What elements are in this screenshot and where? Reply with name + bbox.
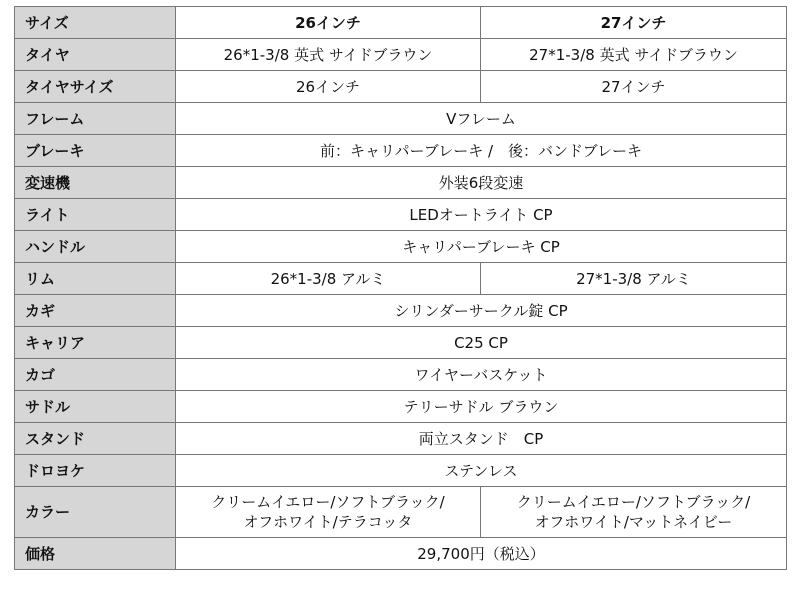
row-label: ハンドル <box>15 231 176 263</box>
row-brake <box>15 135 787 167</box>
cell-value: 前：キャリパーブレーキ / 後：バンドブレーキ <box>176 135 787 167</box>
cell-value: 外装6段変速 <box>176 167 787 199</box>
cell-value: C25 CP <box>176 327 787 359</box>
row-rim <box>15 263 787 295</box>
row-derailleur <box>15 167 787 199</box>
color-line: クリームイエロー/ソフトブラック/ <box>211 493 445 511</box>
cell-27: 27インチ <box>481 71 787 103</box>
row-label: サドル <box>15 391 176 423</box>
row-label: キャリア <box>15 327 176 359</box>
row-light <box>15 199 787 231</box>
cell-26: 26*1-3/8 アルミ <box>176 263 481 295</box>
color-line: オフホワイト/マットネイビー <box>534 513 733 531</box>
cell-27 <box>481 487 787 538</box>
row-label: タイヤサイズ <box>15 71 176 103</box>
cell-26 <box>176 487 481 538</box>
header-col-26: 26インチ <box>176 7 481 39</box>
row-label: リム <box>15 263 176 295</box>
row-basket <box>15 359 787 391</box>
cell-26: 26インチ <box>176 71 481 103</box>
row-label: タイヤ <box>15 39 176 71</box>
row-tire <box>15 39 787 71</box>
row-stand <box>15 423 787 455</box>
row-label: カゴ <box>15 359 176 391</box>
row-tire-size <box>15 71 787 103</box>
table-header-row <box>15 7 787 39</box>
row-label: 変速機 <box>15 167 176 199</box>
header-col-27: 27インチ <box>481 7 787 39</box>
row-label: カギ <box>15 295 176 327</box>
row-label: ライト <box>15 199 176 231</box>
row-lock <box>15 295 787 327</box>
cell-value: テリーサドル ブラウン <box>176 391 787 423</box>
row-label: フレーム <box>15 103 176 135</box>
cell-value: シリンダーサークル錠 CP <box>176 295 787 327</box>
cell-value: 29,700円（税込） <box>176 538 787 570</box>
row-fender <box>15 455 787 487</box>
row-label: スタンド <box>15 423 176 455</box>
cell-value: LEDオートライト CP <box>176 199 787 231</box>
cell-26: 26*1-3/8 英式 サイドブラウン <box>176 39 481 71</box>
row-handle <box>15 231 787 263</box>
row-label: カラー <box>15 487 176 538</box>
color-line: オフホワイト/テラコッタ <box>243 513 413 531</box>
cell-value: ステンレス <box>176 455 787 487</box>
cell-value: キャリパーブレーキ CP <box>176 231 787 263</box>
row-carrier <box>15 327 787 359</box>
color-line: クリームイエロー/ソフトブラック/ <box>516 493 751 511</box>
row-frame <box>15 103 787 135</box>
row-label: ブレーキ <box>15 135 176 167</box>
header-label: サイズ <box>15 7 176 39</box>
row-label: 価格 <box>15 538 176 570</box>
cell-value: ワイヤーバスケット <box>176 359 787 391</box>
spec-table <box>14 6 787 570</box>
cell-value: Vフレーム <box>176 103 787 135</box>
cell-27: 27*1-3/8 英式 サイドブラウン <box>481 39 787 71</box>
cell-value: 両立スタンド CP <box>176 423 787 455</box>
cell-27: 27*1-3/8 アルミ <box>481 263 787 295</box>
row-saddle <box>15 391 787 423</box>
row-label: ドロヨケ <box>15 455 176 487</box>
row-color <box>15 487 787 538</box>
row-price <box>15 538 787 570</box>
